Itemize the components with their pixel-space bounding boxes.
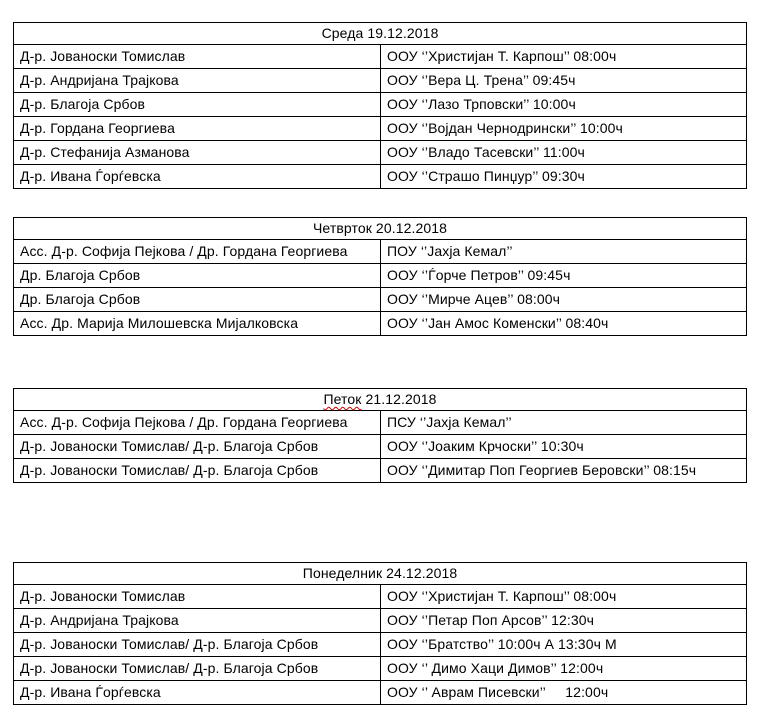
doctor-cell: Д-р. Андријана Трајкова: [14, 69, 381, 93]
table-row: [14, 93, 747, 117]
doctor-cell: Д-р. Јованоски Томислав/ Д-р. Благоја Србов: [14, 633, 381, 657]
school-cell: ООУ ‘’Војдан Чернодрински’’ 10:00ч: [381, 117, 747, 141]
doctor-cell: Д-р. Јованоски Томислав/ Д-р. Благоја Србов: [14, 435, 381, 459]
day-title: Среда 19.12.2018: [14, 23, 747, 45]
table-row: [14, 288, 747, 312]
schedule-table-friday: [13, 388, 747, 483]
school-cell: ООУ ‘’Вера Ц. Трена’’ 09:45ч: [381, 69, 747, 93]
table-row: [14, 435, 747, 459]
table-row: [14, 411, 747, 435]
doctor-cell: Д-р. Благоја Србов: [14, 93, 381, 117]
doctor-cell: Д-р. Гордана Георгиева: [14, 117, 381, 141]
school-cell: ООУ ‘’Петар Поп Арсов’’ 12:30ч: [381, 609, 747, 633]
school-cell: ООУ ‘’Ѓорче Петров’’ 09:45ч: [381, 264, 747, 288]
doctor-cell: Д-р. Андријана Трајкова: [14, 609, 381, 633]
schedule-table-wednesday: [13, 22, 747, 189]
school-cell: ООУ ‘’Владо Тасевски’’ 11:00ч: [381, 141, 747, 165]
school-cell: ООУ ‘’Лазо Трповски’’ 10:00ч: [381, 93, 747, 117]
school-cell: ООУ ‘’Христијан Т. Карпош’’ 08:00ч: [381, 585, 747, 609]
doctor-cell: Д-р. Јованоски Томислав/ Д-р. Благоја Србов: [14, 459, 381, 483]
table-header-row: [14, 563, 747, 585]
doctor-cell: Д-р. Ивана Ѓорѓевска: [14, 681, 381, 705]
doctor-cell: Д-р. Јованоски Томислав: [14, 585, 381, 609]
doctor-cell: Асс. Др. Марија Милошевска Мијалковска: [14, 312, 381, 336]
school-cell: ООУ ‘’Христијан Т. Карпош’’ 08:00ч: [381, 45, 747, 69]
school-cell: ООУ ‘’Мирче Ацев’’ 08:00ч: [381, 288, 747, 312]
table-row: [14, 165, 747, 189]
school-cell: ООУ ‘’Јоаким Крчоски’’ 10:30ч: [381, 435, 747, 459]
table-header-row: [14, 23, 747, 45]
school-cell: ООУ ‘’Страшо Пинџур’’ 09:30ч: [381, 165, 747, 189]
table-row: [14, 657, 747, 681]
table-row: [14, 45, 747, 69]
school-cell: ООУ ‘’Димитар Поп Георгиев Беровски’’ 08:15ч: [381, 459, 747, 483]
school-cell: ООУ ‘’Јан Амос Коменски’’ 08:40ч: [381, 312, 747, 336]
doctor-cell: Д-р. Ивана Ѓорѓевска: [14, 165, 381, 189]
doctor-cell: Д-р. Јованоски Томислав: [14, 45, 381, 69]
day-title: Понеделник 24.12.2018: [14, 563, 747, 585]
doctor-cell: Д-р. Стефанија Азманова: [14, 141, 381, 165]
table-row: [14, 240, 747, 264]
table-row: [14, 633, 747, 657]
school-cell: ПОУ ‘’Јахја Кемал’’: [381, 240, 747, 264]
schedule-table-monday: [13, 562, 747, 705]
doctor-cell: Асс. Д-р. Софија Пејкова / Др. Гордана Георгиева: [14, 411, 381, 435]
table-row: [14, 609, 747, 633]
schedule-table-thursday: [13, 217, 747, 336]
table-row: [14, 459, 747, 483]
school-cell: ООУ ‘’ Димо Хаци Димов’’ 12:00ч: [381, 657, 747, 681]
table-row: [14, 141, 747, 165]
table-header-row: [14, 389, 747, 411]
doctor-cell: Д-р. Јованоски Томислав/ Д-р. Благоја Србов: [14, 657, 381, 681]
table-row: [14, 681, 747, 705]
day-title: Четврток 20.12.2018: [14, 218, 747, 240]
school-cell: ПСУ ‘’Јахја Кемал’’: [381, 411, 747, 435]
school-cell: ООУ ‘’Братство’’ 10:00ч А 13:30ч М: [381, 633, 747, 657]
day-title: [14, 389, 747, 411]
day-word: Петок: [323, 391, 362, 407]
day-date: 21.12.2018: [361, 391, 437, 407]
doctor-cell: Др. Благоја Србов: [14, 264, 381, 288]
table-row: [14, 312, 747, 336]
table-row: [14, 69, 747, 93]
table-row: [14, 585, 747, 609]
doctor-cell: Др. Благоја Србов: [14, 288, 381, 312]
table-header-row: [14, 218, 747, 240]
table-row: [14, 117, 747, 141]
table-row: [14, 264, 747, 288]
doctor-cell: Асс. Д-р. Софија Пејкова / Др. Гордана Георгиева: [14, 240, 381, 264]
school-cell: ООУ ‘’ Аврам Писевски’’ 12:00ч: [381, 681, 747, 705]
